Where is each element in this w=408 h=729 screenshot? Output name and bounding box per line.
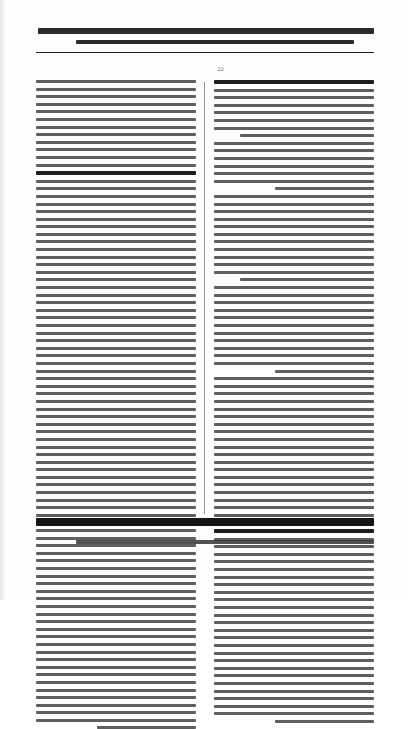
bottom-title-line [36,516,374,532]
header-title-line [38,28,374,34]
text-block [36,28,374,576]
column-divider [204,82,205,514]
header-subtitle-line [76,40,354,44]
scan-edge-shadow [0,0,6,600]
signature-mark: 22 [217,67,224,73]
right-column [214,80,374,518]
bottom-subtitle-line [76,540,374,548]
left-column [36,80,196,518]
header-rule [36,52,374,53]
